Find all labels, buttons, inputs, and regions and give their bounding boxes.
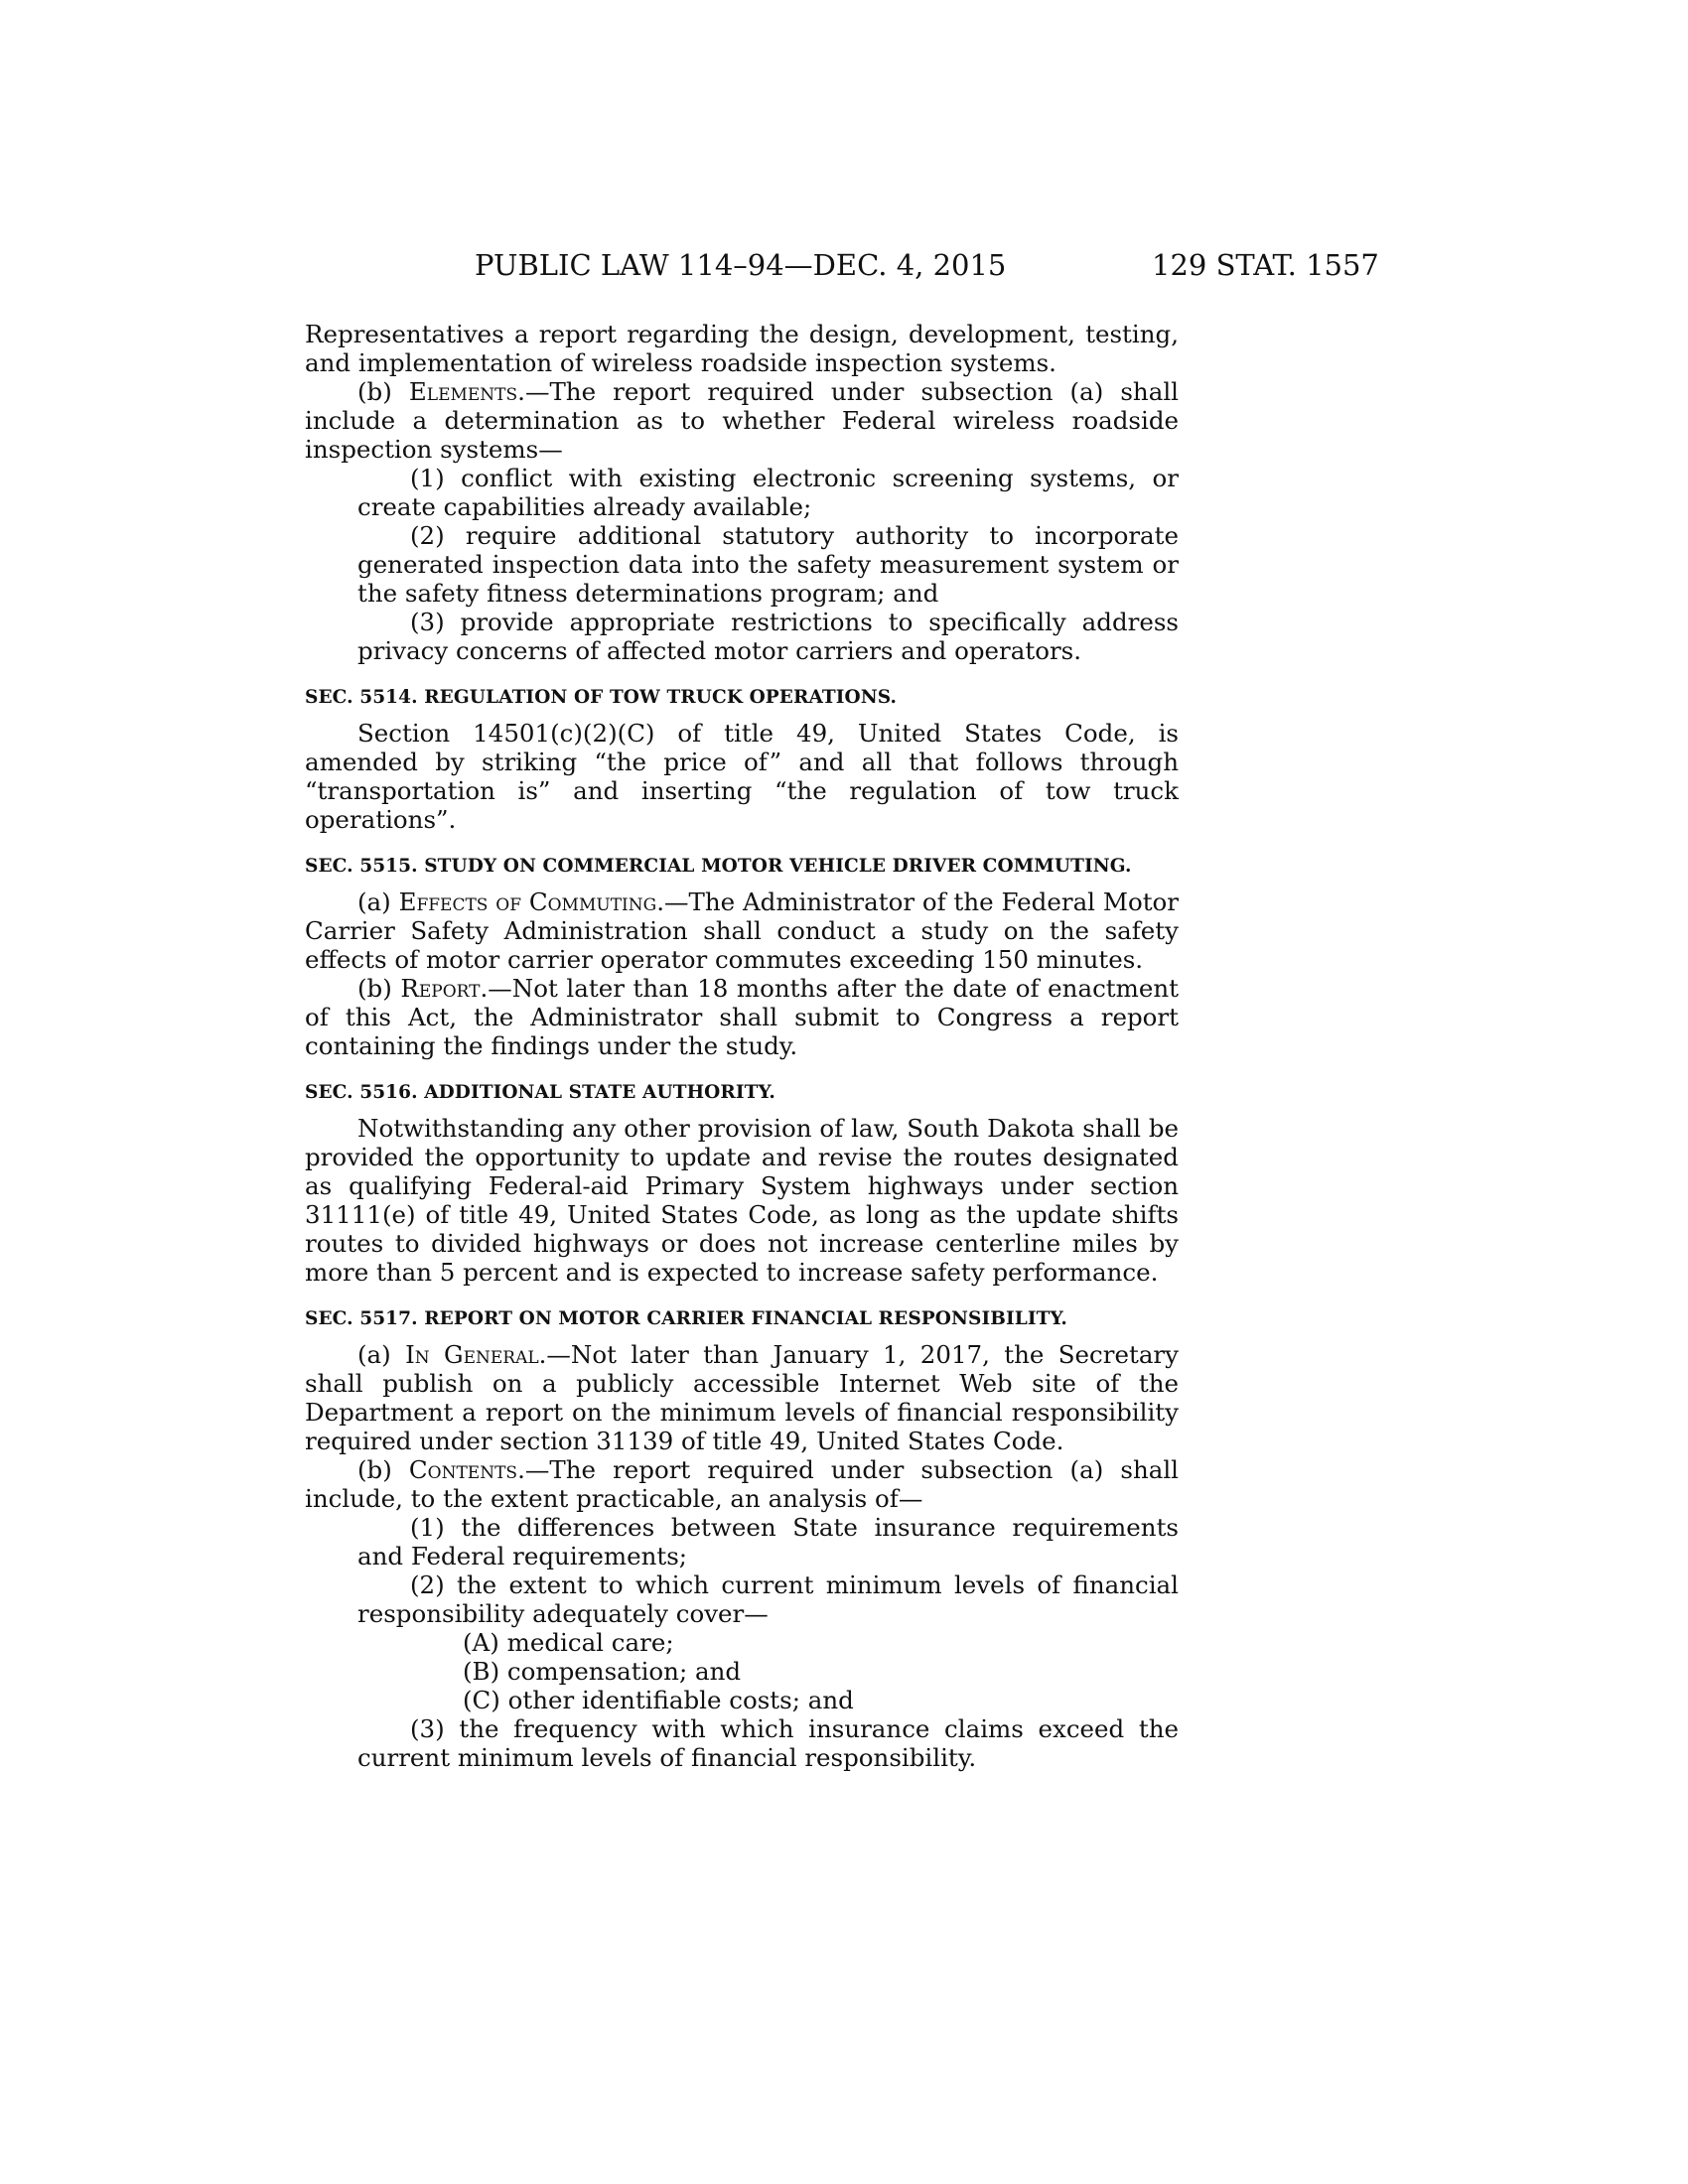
sec-5517-subitem-c: (C) other identifiable costs; and — [463, 1686, 854, 1714]
sec-5517-heading: SEC. 5517. REPORT ON MOTOR CARRIER FINANCIAL RESPONSIBILITY. — [305, 1308, 1067, 1329]
sec-5516-heading: SEC. 5516. ADDITIONAL STATE AUTHORITY. — [305, 1082, 775, 1103]
elements-heading: Elements — [408, 377, 518, 406]
elements-text: .—The report required under subsection (a) shall include a determination as to whether Federal wireless roadside inspection systems— — [305, 377, 1179, 464]
elements-item-1: (1) conflict with existing electronic screening systems, or create capabilities already available; — [357, 464, 1179, 521]
sec-5517-b-paragraph: (b) Contents.—The report required under subsection (a) shall include, to the extent practicable, an analysis of— — [305, 1455, 1179, 1513]
intro-paragraph: Representatives a report regarding the design, development, testing, and implementation of wireless roadside inspection systems. — [305, 320, 1179, 377]
sec-5515-a-paragraph: (a) Effects of Commuting.—The Administrator of the Federal Motor Carrier Safety Administration shall conduct a study on the safety effects of motor carrier operator commutes exceeding 150 minutes. — [305, 887, 1179, 974]
sec-5516-text: Notwithstanding any other provision of law, South Dakota shall be provided the opportunity to update and revise the routes designated as qualifying Federal-aid Primary System highways under section 31111(e) of title 49, United States Code, as long as the update shifts routes to divided highways or does not increase centerline miles by more than 5 percent and is expected to increase safety performance. — [305, 1114, 1179, 1287]
sec-5517-item-1: (1) the differences between State insurance requirements and Federal requirements; — [357, 1513, 1179, 1570]
sec-5517-subitem-a: (A) medical care; — [463, 1628, 674, 1657]
sec-5517-item-3: (3) the frequency with which insurance claims exceed the current minimum levels of financial responsibility. — [357, 1714, 1179, 1772]
sec-5515-heading: SEC. 5515. STUDY ON COMMERCIAL MOTOR VEHICLE DRIVER COMMUTING. — [305, 856, 1132, 877]
sec-5517-a-heading: In General — [405, 1340, 539, 1369]
sec-5514-text: Section 14501(c)(2)(C) of title 49, United States Code, is amended by striking “the price of” and all that follows through “transportation is” and inserting “the regulation of tow truck operations”. — [305, 719, 1179, 834]
sec-5515-a-heading: Effects of Commuting — [398, 887, 657, 916]
page-header — [0, 248, 1688, 288]
sec-5517-subitem-b: (B) compensation; and — [463, 1657, 742, 1686]
elements-item-3: (3) provide appropriate restrictions to specifically address privacy concerns of affected motor carriers and operators. — [357, 608, 1179, 665]
elements-paragraph — [305, 377, 1179, 464]
sec-5517-item-2: (2) the extent to which current minimum levels of financial responsibility adequately cover— — [357, 1570, 1179, 1628]
elements-label: (b) — [357, 377, 409, 406]
sec-5517-a-paragraph: (a) In General.—Not later than January 1, 2017, the Secretary shall publish on a publicly accessible Internet Web site of the Department a report on the minimum levels of financial responsibility required under section 31139 of title 49, United States Code. — [305, 1340, 1179, 1455]
header-title: PUBLIC LAW 114–94—DEC. 4, 2015 — [475, 248, 1007, 282]
sec-5515-b-paragraph: (b) Report.—Not later than 18 months after the date of enactment of this Act, the Administrator shall submit to Congress a report containing the findings under the study. — [305, 974, 1179, 1060]
sec-5514-heading: SEC. 5514. REGULATION OF TOW TRUCK OPERATIONS. — [305, 687, 898, 708]
sec-5517-b-heading: Contents — [408, 1455, 518, 1484]
sec-5515-b-heading: Report — [400, 974, 481, 1003]
header-stat-page: 129 STAT. 1557 — [1152, 248, 1379, 282]
page-body — [305, 320, 1179, 1772]
elements-item-2: (2) require additional statutory authority to incorporate generated inspection data into the safety measurement system or the safety fitness determinations program; and — [357, 521, 1179, 608]
